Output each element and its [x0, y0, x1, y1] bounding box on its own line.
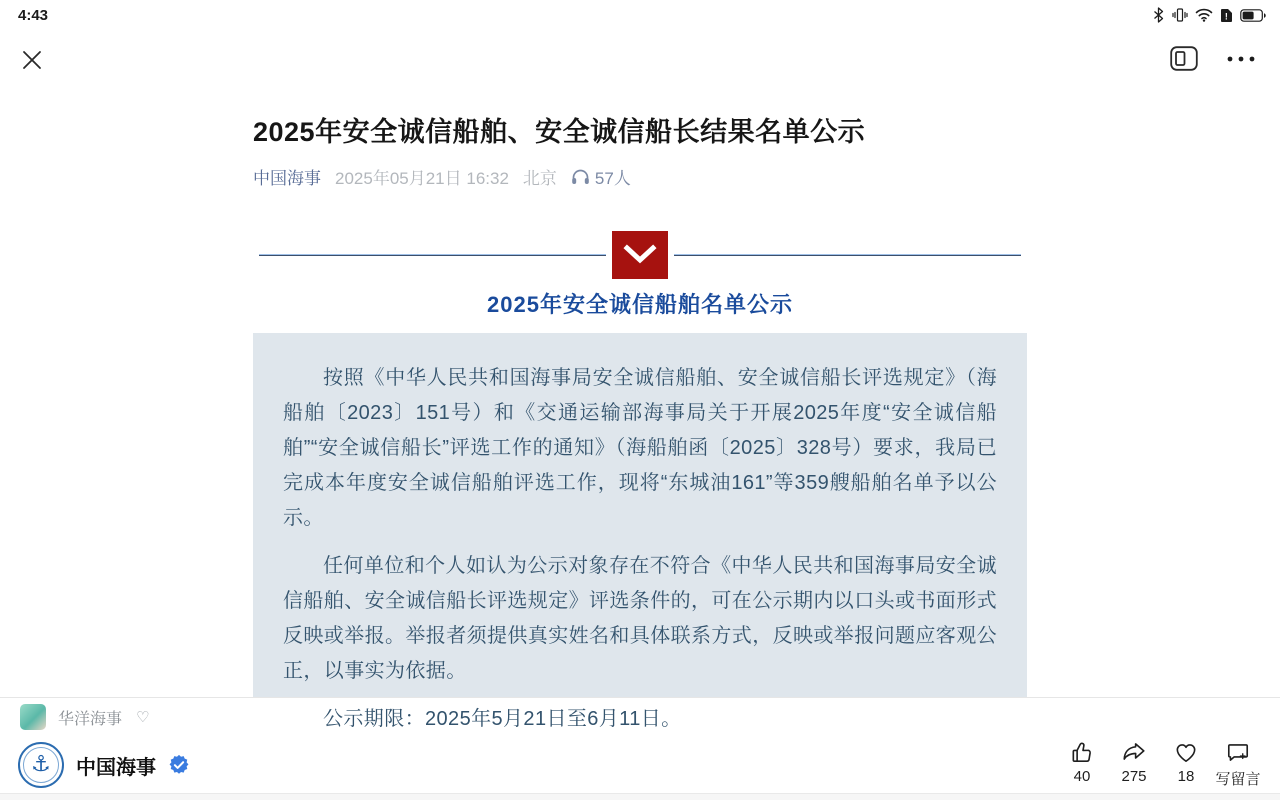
share-count: 275 [1121, 768, 1147, 785]
paragraph: 公示期限：2025年5月21日至6月11日。 [323, 708, 682, 730]
avatar [20, 704, 46, 730]
home-strip [0, 793, 1280, 800]
listen-count: 57人 [594, 169, 631, 188]
vibrate-icon [1172, 7, 1188, 23]
comment-plus-icon [1225, 739, 1251, 765]
account-name: 中国海事 [76, 756, 156, 779]
float-window-icon [1170, 46, 1198, 71]
decoration-line-right [674, 254, 1021, 256]
sim-alert-icon [1220, 8, 1233, 23]
heart-button[interactable] [1160, 739, 1212, 785]
comment-label: 写留言 [1215, 771, 1261, 788]
wifi-icon [1195, 8, 1213, 22]
chevron-down-icon [612, 231, 668, 279]
listen-button[interactable] [571, 164, 631, 189]
liker-name: 华洋海事 [58, 710, 123, 728]
like-button[interactable] [1056, 739, 1108, 785]
like-count: 40 [1073, 768, 1091, 785]
paragraph: 任何单位和个人如认为公示对象存在不符合《中华人民共和国海事局安全诚信船舶、安全诚信船长评选规定》评选条件的，可在公示期内以口头或书面形式反映或举报。举报者须提供真实姓名和具体联系方式，反映或举报问题应客观公正，以事实为依据。 [283, 555, 997, 682]
close-icon [20, 48, 44, 72]
more-icon [1226, 55, 1256, 63]
account-logo [18, 742, 64, 788]
account-profile[interactable] [18, 742, 190, 788]
anchor-icon: ⚓ [31, 752, 51, 777]
bottom-action-bar [0, 737, 1280, 793]
thumbs-up-icon [1069, 739, 1095, 765]
share-button[interactable] [1108, 739, 1160, 785]
footer-divider [0, 697, 1280, 698]
status-bar [0, 0, 1280, 30]
byline [253, 164, 1029, 189]
share-arrow-icon [1121, 739, 1147, 765]
bluetooth-icon [1153, 7, 1165, 23]
battery-icon [1240, 9, 1266, 22]
logo-ring [23, 747, 59, 783]
heart-outline-icon: ♡ [136, 709, 150, 726]
author-link[interactable]: 中国海事 [253, 169, 321, 188]
clock: 4:43 [18, 7, 49, 24]
status-icons [1153, 7, 1266, 23]
headphones-icon [571, 168, 590, 185]
float-window-button[interactable] [1170, 46, 1200, 72]
more-button[interactable] [1226, 46, 1256, 72]
actions [1056, 739, 1264, 789]
announcement-body [253, 333, 1027, 730]
decoration-line-left [259, 254, 606, 256]
publish-location: 北京 [522, 169, 557, 188]
publish-date: 2025年05月21日 16:32 [335, 169, 509, 188]
comment-button[interactable] [1212, 739, 1264, 789]
close-button[interactable] [20, 48, 46, 74]
paragraph: 按照《中华人民共和国海事局安全诚信船舶、安全诚信船长评选规定》（海船舶〔2023〕151号）和《交通运输部海事局关于开展2025年度“安全诚信船舶”“安全诚信船长”评选工作的通知》（海船舶函〔2025〕328号）要求，我局已完成本年度安全诚信船舶评选工作，现将“东城油161”等359艘船舶名单予以公示。 [283, 367, 997, 529]
verified-badge-icon [168, 754, 190, 776]
section-decoration [253, 231, 1027, 279]
toolbar-right [1170, 46, 1256, 72]
svg-text:!: ! [1224, 11, 1228, 21]
section-heading: 2025年安全诚信船舶名单公示 [487, 292, 793, 317]
heart-icon [1173, 739, 1199, 765]
heart-count: 18 [1177, 768, 1195, 785]
liker-row[interactable] [20, 704, 149, 730]
article-title: 2025年安全诚信船舶、安全诚信船长结果名单公示 [253, 117, 866, 147]
